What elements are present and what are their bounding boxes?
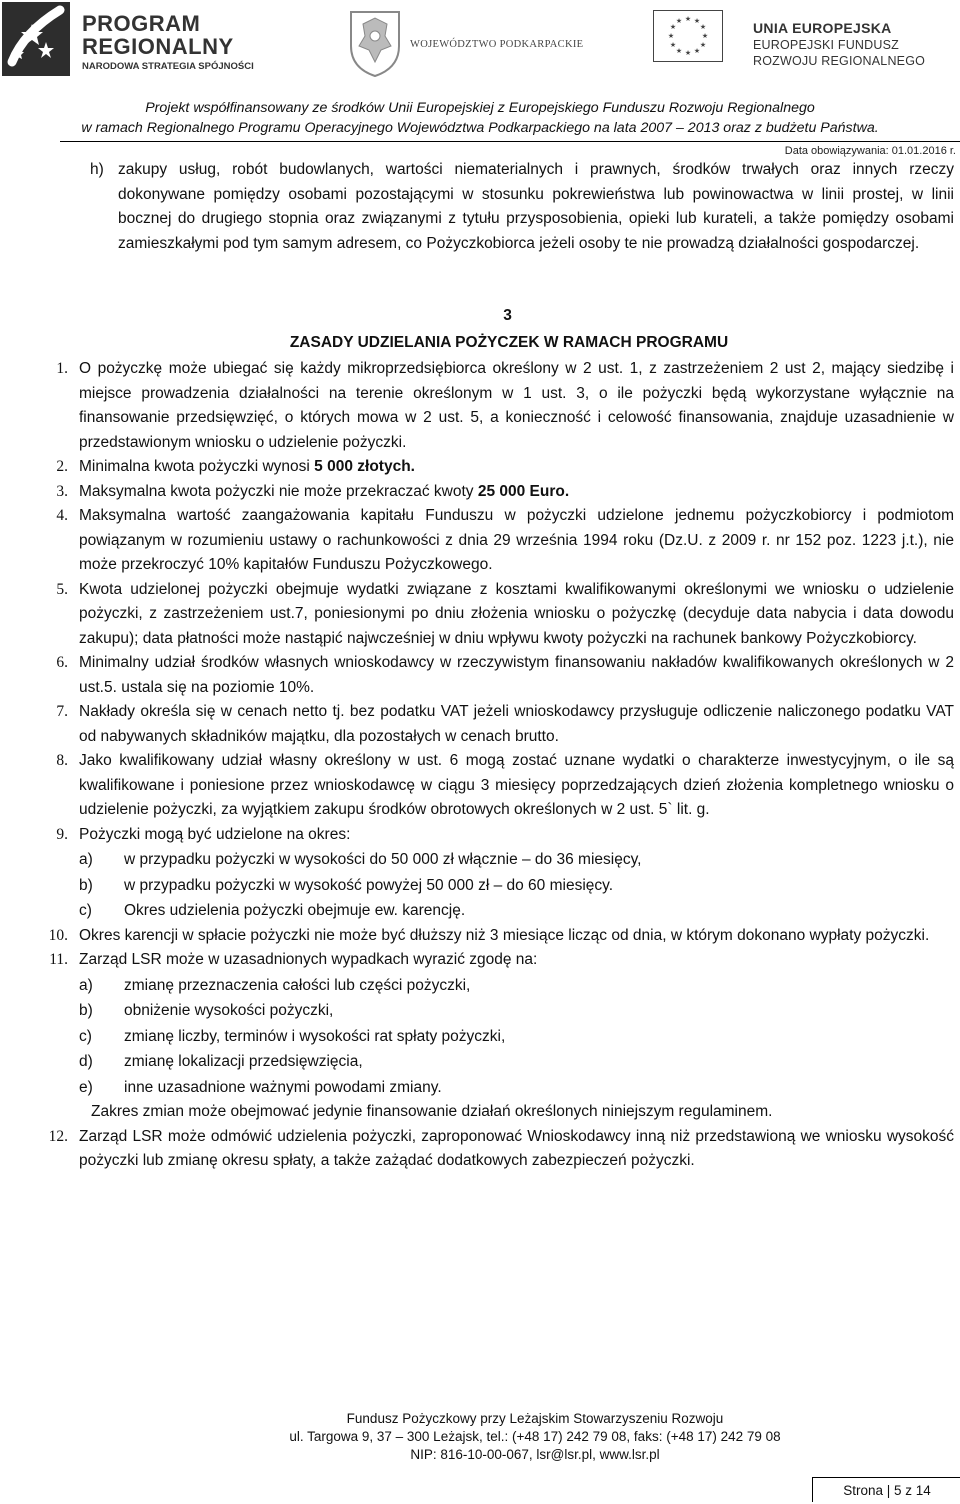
- svg-text:★: ★: [701, 32, 709, 40]
- list-item-number: 11.: [49, 951, 68, 968]
- list-item: [0, 455, 960, 480]
- sub-item: [79, 1075, 954, 1101]
- list-item-number: 12.: [48, 1127, 68, 1145]
- list-item: [0, 504, 960, 578]
- program-regionalny-logo: [2, 2, 282, 82]
- project-line-1: Projekt współfinansowany ze środków Unii Europejskiej z Europejskiego Funduszu Rozwoju Regionalnego: [145, 100, 815, 116]
- list-item-number: 9.: [56, 825, 68, 843]
- footer: [0, 1410, 960, 1464]
- list-item-number: 2.: [56, 458, 68, 475]
- svg-text:★: ★: [693, 47, 701, 55]
- sub-item-label: a): [79, 976, 93, 994]
- rules-list: [0, 357, 960, 1174]
- sub-item-text: obniżenie wysokości pożyczki,: [124, 1002, 334, 1019]
- sub-item: [79, 998, 954, 1024]
- list-item-number: 6.: [56, 654, 68, 671]
- sub-item-label: d): [79, 1053, 93, 1070]
- list-item-text: [79, 480, 954, 505]
- sub-item-label: e): [79, 1078, 93, 1096]
- svg-text:★: ★: [684, 15, 692, 23]
- list-item-text: O pożyczkę może ubiegać się każdy mikroprzedsiębiorca określony w 2 ust. 1, z zastrzeżeniem 2 ust 2, mający siedzibę i miejsce prowadzenia działalności na terenie określonym w 1 ust. 3, o ile pożyczki będą wykorzystane wyłącznie na finansowanie przedsięwzięć, o których mowa w 2 ust. 5, a konieczność i celowość finansowania, znajduje uzasadnienie w przedstawionym wniosku o udzielenie pożyczki.: [79, 360, 954, 451]
- project-funding-note: [0, 98, 960, 138]
- list-item-text: Minimalny udział środków własnych wnioskodawcy w rzeczywistym finansowaniu nakładów kwalifikowanych określonych w 2 ust.5. ustala się na poziomie 10%.: [79, 654, 954, 696]
- svg-text:★: ★: [669, 41, 677, 49]
- sub-item-label: c): [79, 902, 92, 919]
- program-logo-line2: REGIONALNY: [82, 34, 234, 59]
- sub-item-text: zmianę przeznaczenia całości lub części pożyczki,: [124, 976, 471, 994]
- list-item-number: 5.: [56, 580, 68, 598]
- program-logo-line1: PROGRAM: [82, 11, 201, 36]
- footer-line-3: NIP: 816-10-00-067, lsr@lsr.pl, www.lsr.pl: [410, 1447, 660, 1462]
- list-item: [0, 700, 960, 749]
- eu-logo: [653, 4, 953, 84]
- sub-item-text: w przypadku pożyczki w wysokości do 50 000 zł włącznie – do 36 miesięcy,: [124, 851, 642, 868]
- wojewodztwo-logo: [345, 6, 585, 84]
- list-item-text: Nakłady określa się w cenach netto tj. bez podatku VAT jeżeli wnioskodawcy przysługuje odliczenie naliczonego podatku VAT od nabywanych składników majątku, dla pozostałych w cenach brutto.: [79, 703, 954, 745]
- list-item: [0, 480, 960, 505]
- footer-line-2: ul. Targowa 9, 37 – 300 Leżajsk, tel.: (+48 17) 242 79 08, faks: (+48 17) 242 79 08: [289, 1429, 781, 1444]
- sub-item: [79, 973, 954, 999]
- sub-item-label: a): [79, 851, 93, 868]
- list-item-number: 10.: [48, 926, 68, 944]
- list-item-number: 1.: [56, 360, 68, 377]
- sub-item: [79, 873, 954, 899]
- list-item-text: Maksymalna wartość zaangażowania kapitału Funduszu w pożyczki udzielone jednemu pożyczkobiorcy i podmiotom powiązanym w rozumieniu ustawy o rachunkowości z dnia 29 września 1994 roku (Dz.U. z 2009 r. nr 152 poz. 1223 j.t.), nie może przekroczyć 10% kapitałów Funduszu Pożyczkowego.: [79, 507, 954, 573]
- wojewodztwo-logo-text: WOJEWÓDZTWO PODKARPACKIE: [410, 39, 584, 50]
- list-item: [0, 651, 960, 700]
- svg-text:★: ★: [699, 41, 707, 49]
- sub-item-text: zmianę lokalizacji przedsięwzięcia,: [124, 1053, 363, 1070]
- sub-item-label: b): [79, 1002, 93, 1019]
- svg-text:★: ★: [699, 23, 707, 31]
- svg-text:★: ★: [669, 23, 677, 31]
- eu-logo-line1: UNIA EUROPEJSKA: [753, 20, 892, 36]
- validity-date: Data obowiązywania: 01.01.2016 r.: [784, 145, 956, 157]
- section-sign-number: 3: [503, 307, 512, 324]
- list-item: [0, 948, 960, 1100]
- list-note: Zakres zmian może obejmować jedynie finansowanie działań określonych niniejszym regulaminem.: [91, 1103, 773, 1120]
- project-line-2: w ramach Regionalnego Programu Operacyjnego Województwa Podkarpackiego na lata 2007 – 2013 oraz z budżetu Państwa.: [81, 120, 879, 136]
- list-item-text: Zarząd LSR może w uzasadnionych wypadkach wyrazić zgodę na:: [79, 951, 538, 968]
- sub-item-text: Okres udzielenia pożyczki obejmuje ew. karencję.: [124, 902, 466, 919]
- sub-item-text: w przypadku pożyczki w wysokość powyżej 50 000 zł – do 60 miesięcy.: [124, 876, 614, 894]
- program-logo-line3: NARODOWA STRATEGIA SPÓJNOŚCI: [82, 61, 254, 72]
- page-number: Strona | 5 z 14: [812, 1477, 960, 1502]
- eu-logo-line2: EUROPEJSKI FUNDUSZ: [753, 38, 899, 52]
- list-item: [0, 823, 960, 924]
- list-item-text: Pożyczki mogą być udzielone na okres:: [79, 825, 351, 843]
- list-item-text: Kwota udzielonej pożyczki obejmuje wydatki związane z kosztami kwalifikowanymi określonymi we wniosku o udzielenie pożyczki, z zastrzeżeniem ust.7, poniesionymi po dniu złożenia wniosku o pożyczkę (decyduje data nabycia i data dowodu zakupu); data płatności może nastąpić najwcześniej w dniu wpływu kwoty pożyczki na rachunek bankowy Pożyczkobiorcy.: [79, 580, 954, 647]
- list-item-text-post: .: [564, 482, 570, 500]
- list-item: [0, 924, 960, 949]
- intro-paragraph: zakupy usług, robót budowlanych, wartości niematerialnych i prawnych, środków trwałych oraz innych rzeczy dokonywane pomiędzy osobami pozostającymi w stosunku pokrewieństwa lub powinowactwa w linii prostej, w linii bocznej do drugiego stopnia oraz związanymi z tytułu przysposobienia, opieki lub kurateli, a także pomiędzy osobami zamieszkałymi pod tym samym adresem, co Pożyczkobiorca jeżeli osoby te nie prowadzą działalności gospodarczej.: [118, 161, 954, 252]
- list-item-text-pre: Minimalna kwota pożyczki wynosi: [79, 458, 315, 475]
- list-item-number: 3.: [56, 482, 68, 500]
- list-item-text: Okres karencji w spłacie pożyczki nie może być dłuższy niż 3 miesiące licząc od dnia, w którym dokonano wypłaty pożyczki.: [79, 926, 930, 944]
- sub-item-label: b): [79, 876, 93, 894]
- svg-text:★: ★: [675, 17, 683, 25]
- footer-line-1: Fundusz Pożyczkowy przy Leżajskim Stowarzyszeniu Rozwoju: [346, 1411, 724, 1426]
- coat-of-arms-icon: [345, 6, 405, 78]
- sub-item: [79, 1049, 954, 1075]
- sub-item-label: c): [79, 1027, 92, 1045]
- list-item-text-pre: Maksymalna kwota pożyczki nie może przekraczać kwoty: [79, 482, 478, 500]
- header-logos: [0, 0, 960, 90]
- svg-text:★: ★: [675, 47, 683, 55]
- eu-logo-line3: ROZWOJU REGIONALNEGO: [753, 54, 926, 68]
- list-item-amount: 5 000 złotych: [314, 458, 411, 475]
- sub-item: [79, 898, 954, 924]
- list-item: [0, 1125, 960, 1174]
- list-item-text: [79, 455, 954, 480]
- star-emblem-icon: [2, 2, 70, 76]
- list-item-number: 7.: [56, 703, 68, 720]
- list-item-amount: 25 000 Euro: [477, 482, 565, 500]
- section-title: ZASADY UDZIELANIA POŻYCZEK W RAMACH PROGRAMU: [289, 334, 729, 351]
- list-item-text-post: .: [410, 458, 415, 475]
- eu-flag-icon: [653, 10, 723, 62]
- list-item-text: Jako kwalifikowany udział własny określony w ust. 6 mogą zostać uznane wydatki o charakterze inwestycyjnym, o ile są kwalifikowane i poniesione przez wnioskodawcę w ciągu 3 miesięcy poprzedzających dzień złożenia kompletnego wniosku o udzielenie pożyczki, za wyjątkiem zakupu środków obrotowych określonych w 2 ust. 5` lit. g.: [79, 752, 954, 818]
- sub-item-text: inne uzasadnione ważnymi powodami zmiany.: [124, 1078, 442, 1096]
- header-divider: [60, 141, 960, 142]
- sub-item-text: zmianę liczby, terminów i wysokości rat spłaty pożyczki,: [124, 1027, 506, 1045]
- sub-item: [79, 1024, 954, 1050]
- list-item-number: 8.: [56, 752, 68, 769]
- list-item-text: Zarząd LSR może odmówić udzielenia pożyczki, zaproponować Wnioskodawcy inną niż przedstawioną we wniosku wysokość pożyczki lub zmianę okresu spłaty, a także zażądać dodatkowych zabezpieczeń pożyczki.: [79, 1127, 954, 1169]
- svg-text:★: ★: [684, 49, 692, 57]
- sub-item: [79, 847, 954, 873]
- intro-label: h): [90, 161, 104, 178]
- list-item: [0, 749, 960, 823]
- svg-text:★: ★: [667, 32, 675, 40]
- svg-text:★: ★: [693, 17, 701, 25]
- section-number: [0, 304, 960, 328]
- list-item-number: 4.: [56, 507, 68, 524]
- list-item: [0, 578, 960, 652]
- list-item: [0, 357, 960, 455]
